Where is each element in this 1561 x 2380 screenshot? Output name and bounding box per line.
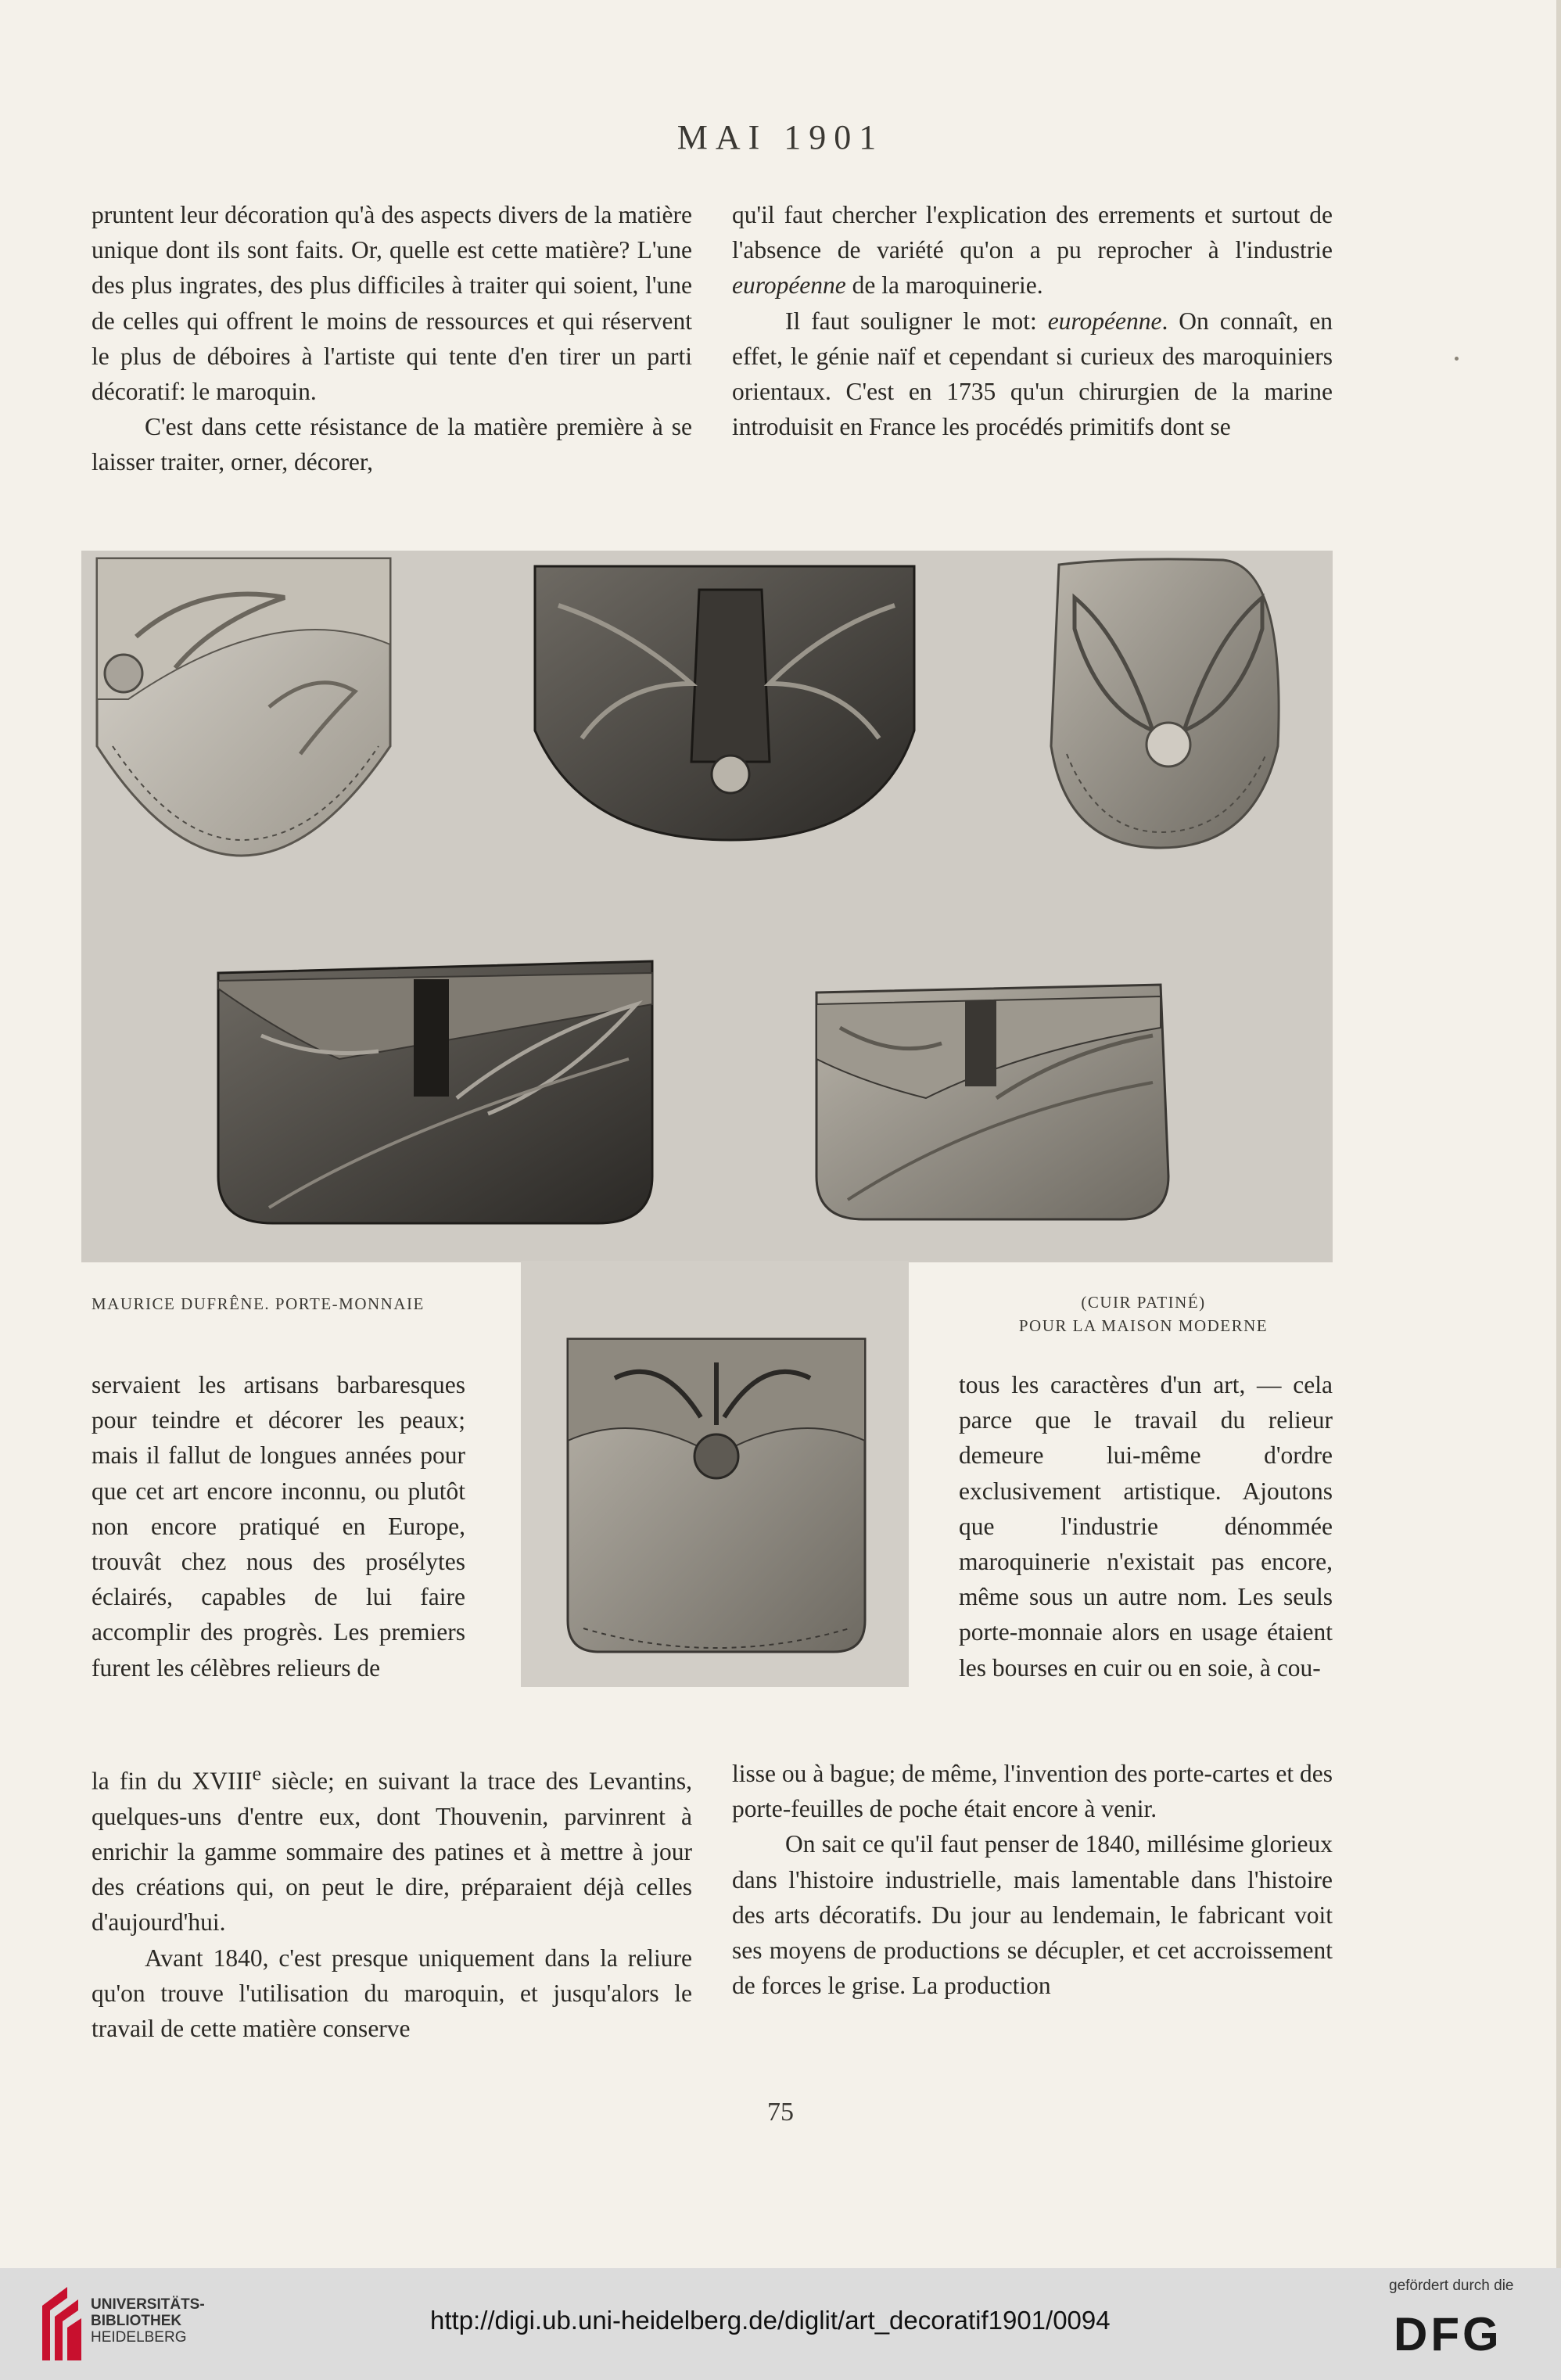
paragraph: Avant 1840, c'est presque uniquement dans la reliure qu'on trouve l'utilisation du maroquin, et jusqu'alors le travail de cette matière conserve	[92, 1944, 692, 2042]
paragraph: lisse ou à bague; de même, l'invention des porte-cartes et des porte-feuilles de poche était encore à venir.	[732, 1760, 1333, 1823]
purse-6-illustration	[521, 1261, 909, 1687]
paragraph: On sait ce qu'il faut penser de 1840, millésime glorieux dans l'histoire industrielle, mais lamentable dans l'histoire des arts décoratifs. Du jour au lendemain, le fabricant voit ses moyens de productions se décupler, et cet accroissement de forces le grise. La production	[732, 1830, 1333, 2000]
funder-label: gefördert durch die	[1389, 2278, 1514, 2294]
paragraph: tous les caractères d'un art, — cela parce que le travail du relieur demeure lui-même d'ordre exclusivement artistique. Ajoutons que l'industrie dénommée maroquinerie n'existait pas encore, même sous un autre nom. Les seuls porte-monnaie alors en usage étaient les bourses en cuir ou en soie, à cou-	[959, 1371, 1333, 1682]
running-title: MAI 1901	[676, 118, 885, 156]
dfg-logo: DFG	[1394, 2308, 1502, 2360]
library-name: UNIVERSITÄTS- BIBLIOTHEK HEIDELBERG	[91, 2296, 205, 2346]
library-logo-icon	[36, 2282, 84, 2365]
caption-left: MAURICE DUFRÊNE. PORTE-MONNAIE	[92, 1294, 425, 1313]
permalink-url[interactable]: http://digi.ub.uni-heidelberg.de/diglit/art_decoratif1901/0094	[430, 2306, 1111, 2335]
text-column-top-right	[732, 197, 1333, 444]
caption-right: (CUIR PATINÉ) POUR LA MAISON MODERNE	[1018, 1293, 1269, 1335]
page-number: 75	[767, 2098, 794, 2127]
paragraph: Il faut souligner le mot: européenne. On connaît, en effet, le génie naïf et cependant si curieux des maroquiniers orientaux. C'est en 1735 qu'un chirurgien de la marine introduisit en France les procédés primitifs dont se	[732, 307, 1333, 441]
photo-plate-lower	[521, 1261, 909, 1687]
purse-4	[218, 961, 652, 1223]
purse-2	[535, 566, 914, 840]
text-column-bottom-right	[732, 1756, 1333, 2003]
photo-plate-purses	[81, 551, 1333, 1262]
purse-3	[1051, 559, 1279, 848]
text-column-bottom-left	[92, 1756, 692, 2046]
purse-5	[816, 985, 1168, 1219]
text-column-top-left	[92, 197, 692, 480]
text-column-mid-right	[959, 1367, 1333, 1685]
paragraph: C'est dans cette résistance de la matière première à se laisser traiter, orner, décorer,	[92, 413, 692, 476]
paragraph: qu'il faut chercher l'explication des errements et surtout de l'absence de variété qu'on a pu reprocher à l'industrie européenne de la maroquinerie.	[732, 201, 1333, 300]
page-edge	[1556, 0, 1561, 2268]
paragraph: pruntent leur décoration qu'à des aspects divers de la matière unique dont ils sont faits. Or, quelle est cette matière? L'une des plus ingrates, des plus difficiles à traiter qui soient, l'une de celles qui offrent le moins de ressources et qui réservent le plus de déboires à l'artiste qui tente d'en tirer un parti décoratif: le maroquin.	[92, 201, 692, 406]
paragraph: servaient les artisans barbaresques pour teindre et décorer les peaux; mais il fallut de longues années pour que cet art encore inconnu, ou plutôt non encore pratiqué en Europe, trouvât chez nous des prosélytes éclairés, capables de lui faire accomplir des progrès. Les premiers furent les célèbres relieurs de	[92, 1371, 465, 1682]
speck	[1455, 357, 1459, 361]
text-column-mid-left	[92, 1367, 465, 1685]
purse-1	[97, 558, 390, 856]
paragraph: la fin du XVIIIe siècle; en suivant la trace des Levantins, quelques-uns d'entre eux, dont Thouvenin, parvinrent à enrichir la gamme sommaire des patines et à mettre à jour des créations qui, on peut le dire, préparaient déjà celles d'aujourd'hui.	[92, 1762, 692, 1937]
purses-illustration	[81, 551, 1333, 1262]
